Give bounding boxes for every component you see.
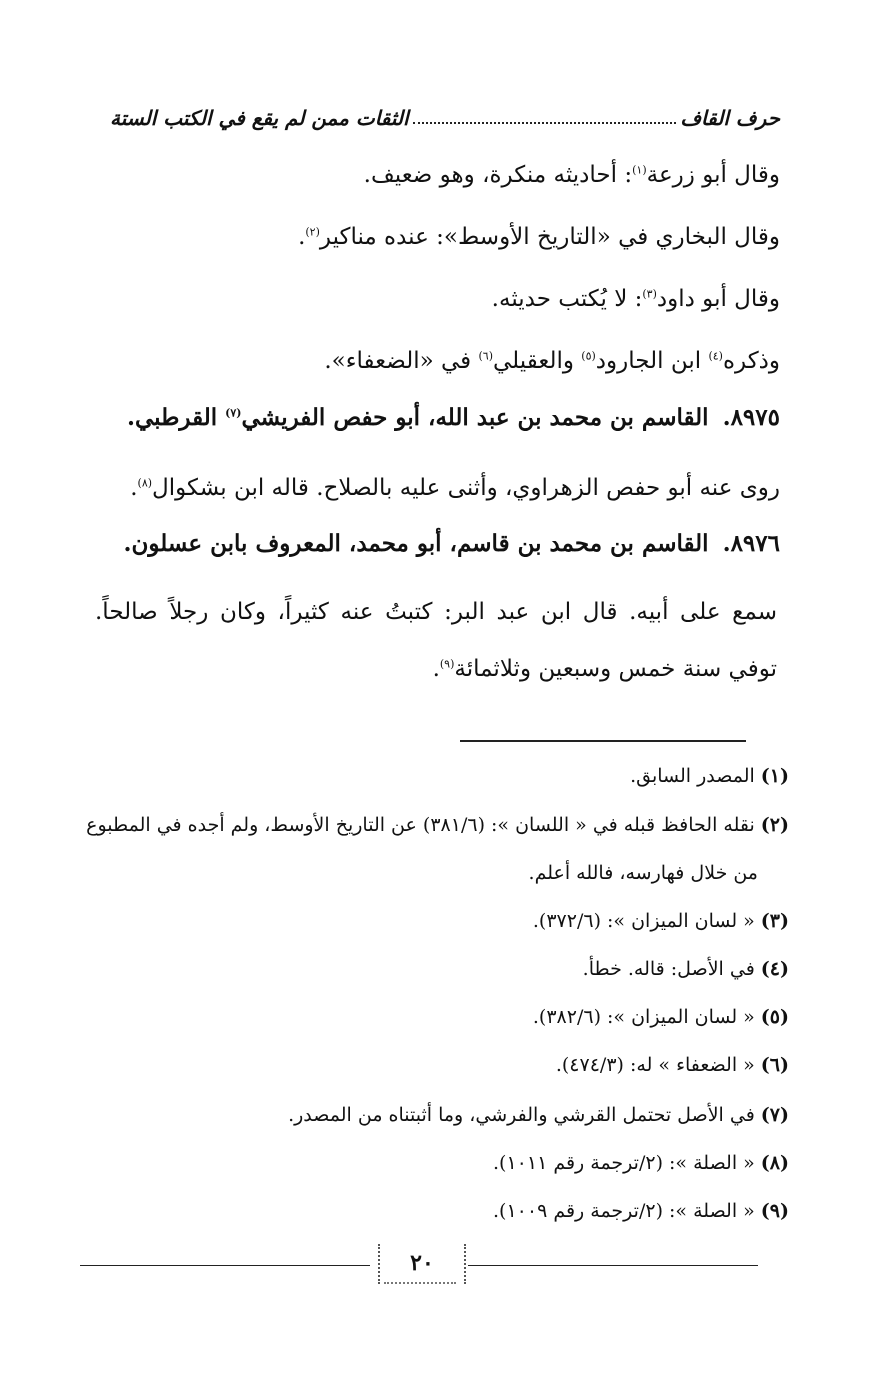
running-header xyxy=(110,96,780,130)
footnote: (١)المصدر السابق. xyxy=(630,765,789,787)
footnote: (٩)« الصلة »: (٢/ترجمة رقم ١٠٠٩). xyxy=(493,1200,789,1222)
footnote: (٧)في الأصل تحتمل القرشي والفرشي، وما أثبتناه من المصدر. xyxy=(288,1104,789,1126)
paragraph-abu-zura: وقال أبو زرعة$^{(١)}$: أحاديثه منكرة، وهو ضعيف. xyxy=(363,162,780,188)
entry-number: ٨٩٧٦. xyxy=(722,530,780,557)
footnote: (٢)نقله الحافظ قبله في « اللسان »: (٣٨١/٦) عن التاريخ الأوسط، ولم أجده في المطبوع xyxy=(86,814,789,836)
entry-name: القاسم بن محمد بن قاسم، أبو محمد، المعروف بابن عسلون. xyxy=(123,530,709,557)
page-number-ornament xyxy=(384,1282,456,1292)
header-title: الثقات ممن لم يقع في الكتب الستة xyxy=(110,106,409,130)
footnote: (٣)« لسان الميزان »: (٣٧٢/٦). xyxy=(532,910,789,932)
header-dot-leader xyxy=(413,122,677,124)
paragraph-bukhari: وقال البخاري في «التاريخ الأوسط»: عنده مناكير$^{(٢)}$. xyxy=(298,224,780,250)
footnote: (٥)« لسان الميزان »: (٣٨٢/٦). xyxy=(532,1006,789,1028)
page-number: ٢٠ xyxy=(378,1244,466,1284)
entry-8975-body: روى عنه أبو حفص الزهراوي، وأثنى عليه بالصلاح. قاله ابن بشكوال$^{(٨)}$. xyxy=(130,475,780,501)
footnote: (٤)في الأصل: قاله. خطأ. xyxy=(582,958,789,980)
paragraph-dhakara: وذكره$^{(٤)}$ ابن الجارود$^{(٥)}$ والعقيلي$^{(٦)}$ في «الضعفاء». xyxy=(324,348,780,374)
paragraph-abu-dawud: وقال أبو داود$^{(٣)}$: لا يُكتب حديثه. xyxy=(491,286,780,312)
footnote-continuation: من خلال فهارسه، فالله أعلم. xyxy=(528,862,758,884)
page-footer-rule-left xyxy=(80,1265,370,1266)
entry-number: ٨٩٧٥. xyxy=(722,404,780,431)
footnote-separator xyxy=(460,740,746,742)
footnote: (٨)« الصلة »: (٢/ترجمة رقم ١٠١١). xyxy=(493,1152,789,1174)
entry-8975-heading: ٨٩٧٥.القاسم بن محمد بن عبد الله، أبو حفص الفريشي$^{(٧)}$ القرطبي. xyxy=(126,404,780,431)
footnote: (٦)« الضعفاء » له: (٤٧٤/٣). xyxy=(555,1054,789,1076)
header-letter: حرف القاف xyxy=(680,106,780,130)
entry-8976-body: سمع على أبيه. قال ابن عبد البر: كتبتُ عنه كثيراً، وكان رجلاً صالحاً. توفي سنة خمس وسبعين وثلاثمائة$^{(٩)}$. xyxy=(95,599,777,682)
entry-8976-heading xyxy=(95,530,780,557)
entry-name: القاسم بن محمد بن عبد الله، أبو حفص الفريشي xyxy=(241,404,709,431)
page-footer-rule-right xyxy=(468,1265,758,1266)
